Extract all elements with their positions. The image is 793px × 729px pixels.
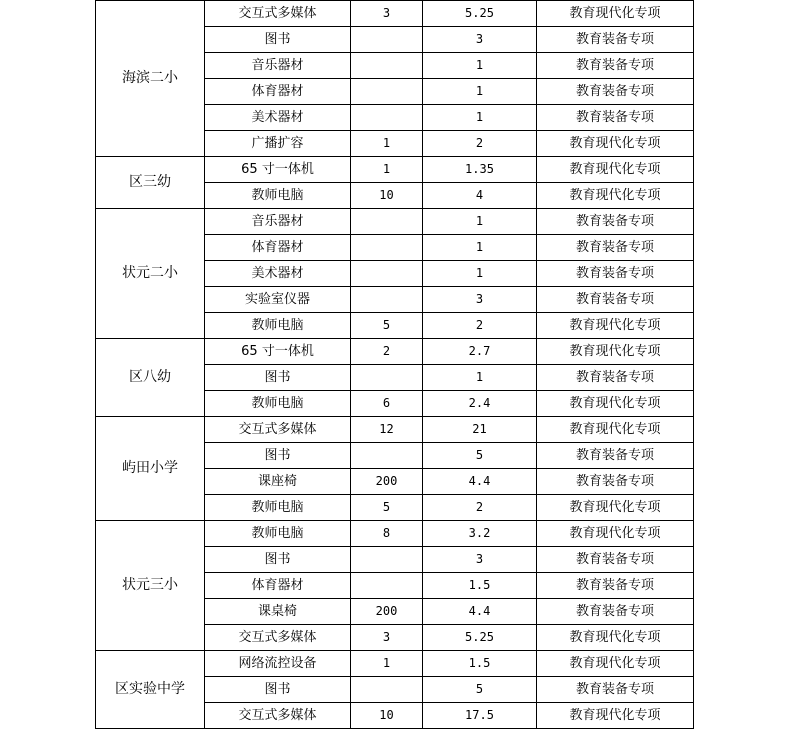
table-row (96, 209, 694, 235)
item-name-cell: 图书 (205, 27, 351, 53)
amount-cell: 21 (423, 417, 537, 443)
funding-source-cell: 教育现代化专项 (537, 625, 694, 651)
quantity-cell: 1 (351, 131, 423, 157)
funding-source-cell: 教育装备专项 (537, 209, 694, 235)
item-name-cell: 图书 (205, 547, 351, 573)
quantity-cell (351, 209, 423, 235)
quantity-cell: 1 (351, 157, 423, 183)
quantity-cell (351, 79, 423, 105)
table-row (96, 651, 694, 677)
item-name-cell: 交互式多媒体 (205, 1, 351, 27)
funding-source-cell: 教育现代化专项 (537, 703, 694, 729)
item-name-cell: 65 寸一体机 (205, 157, 351, 183)
funding-source-cell: 教育装备专项 (537, 53, 694, 79)
item-name-cell: 交互式多媒体 (205, 417, 351, 443)
funding-source-cell: 教育装备专项 (537, 573, 694, 599)
funding-source-cell: 教育现代化专项 (537, 157, 694, 183)
item-name-cell: 教师电脑 (205, 391, 351, 417)
table-row (96, 157, 694, 183)
amount-cell: 1 (423, 105, 537, 131)
quantity-cell (351, 261, 423, 287)
amount-cell: 3.2 (423, 521, 537, 547)
funding-source-cell: 教育装备专项 (537, 261, 694, 287)
table-row (96, 521, 694, 547)
item-name-cell: 美术器材 (205, 105, 351, 131)
quantity-cell: 12 (351, 417, 423, 443)
quantity-cell (351, 547, 423, 573)
item-name-cell: 65 寸一体机 (205, 339, 351, 365)
item-name-cell: 课座椅 (205, 469, 351, 495)
funding-source-cell: 教育装备专项 (537, 599, 694, 625)
quantity-cell: 3 (351, 1, 423, 27)
amount-cell: 1.5 (423, 651, 537, 677)
school-name-cell: 海滨二小 (96, 1, 205, 157)
amount-cell: 3 (423, 27, 537, 53)
quantity-cell: 10 (351, 703, 423, 729)
amount-cell: 1 (423, 53, 537, 79)
quantity-cell: 1 (351, 651, 423, 677)
quantity-cell (351, 287, 423, 313)
amount-cell: 2 (423, 495, 537, 521)
item-name-cell: 实验室仪器 (205, 287, 351, 313)
amount-cell: 5 (423, 677, 537, 703)
quantity-cell: 5 (351, 313, 423, 339)
item-name-cell: 教师电脑 (205, 495, 351, 521)
amount-cell: 5 (423, 443, 537, 469)
funding-source-cell: 教育装备专项 (537, 365, 694, 391)
funding-source-cell: 教育装备专项 (537, 443, 694, 469)
item-name-cell: 美术器材 (205, 261, 351, 287)
quantity-cell: 6 (351, 391, 423, 417)
quantity-cell: 10 (351, 183, 423, 209)
amount-cell: 5.25 (423, 625, 537, 651)
item-name-cell: 教师电脑 (205, 313, 351, 339)
funding-source-cell: 教育现代化专项 (537, 183, 694, 209)
quantity-cell (351, 573, 423, 599)
amount-cell: 1 (423, 235, 537, 261)
funding-source-cell: 教育装备专项 (537, 27, 694, 53)
item-name-cell: 教师电脑 (205, 183, 351, 209)
funding-source-cell: 教育装备专项 (537, 469, 694, 495)
amount-cell: 4.4 (423, 599, 537, 625)
amount-cell: 1 (423, 261, 537, 287)
school-name-cell: 状元二小 (96, 209, 205, 339)
table-row (96, 339, 694, 365)
quantity-cell (351, 443, 423, 469)
amount-cell: 2 (423, 313, 537, 339)
funding-source-cell: 教育现代化专项 (537, 417, 694, 443)
quantity-cell: 3 (351, 625, 423, 651)
funding-source-cell: 教育现代化专项 (537, 339, 694, 365)
item-name-cell: 网络流控设备 (205, 651, 351, 677)
funding-source-cell: 教育现代化专项 (537, 521, 694, 547)
item-name-cell: 音乐器材 (205, 209, 351, 235)
table-row (96, 1, 694, 27)
funding-source-cell: 教育现代化专项 (537, 313, 694, 339)
quantity-cell (351, 53, 423, 79)
quantity-cell: 200 (351, 469, 423, 495)
school-name-cell: 区八幼 (96, 339, 205, 417)
amount-cell: 5.25 (423, 1, 537, 27)
quantity-cell (351, 235, 423, 261)
school-name-cell: 区三幼 (96, 157, 205, 209)
quantity-cell: 2 (351, 339, 423, 365)
item-name-cell: 体育器材 (205, 573, 351, 599)
item-name-cell: 图书 (205, 443, 351, 469)
quantity-cell: 200 (351, 599, 423, 625)
amount-cell: 17.5 (423, 703, 537, 729)
item-name-cell: 音乐器材 (205, 53, 351, 79)
amount-cell: 3 (423, 547, 537, 573)
funding-source-cell: 教育装备专项 (537, 79, 694, 105)
amount-cell: 1.5 (423, 573, 537, 599)
funding-source-cell: 教育装备专项 (537, 287, 694, 313)
school-name-cell: 屿田小学 (96, 417, 205, 521)
quantity-cell (351, 27, 423, 53)
amount-cell: 2 (423, 131, 537, 157)
item-name-cell: 体育器材 (205, 235, 351, 261)
quantity-cell: 5 (351, 495, 423, 521)
quantity-cell (351, 105, 423, 131)
funding-source-cell: 教育装备专项 (537, 105, 694, 131)
quantity-cell (351, 677, 423, 703)
amount-cell: 1 (423, 79, 537, 105)
amount-cell: 1 (423, 209, 537, 235)
funding-source-cell: 教育现代化专项 (537, 391, 694, 417)
quantity-cell (351, 365, 423, 391)
equipment-table (95, 0, 694, 729)
funding-source-cell: 教育装备专项 (537, 235, 694, 261)
quantity-cell: 8 (351, 521, 423, 547)
item-name-cell: 课桌椅 (205, 599, 351, 625)
funding-source-cell: 教育装备专项 (537, 547, 694, 573)
item-name-cell: 图书 (205, 677, 351, 703)
amount-cell: 1.35 (423, 157, 537, 183)
amount-cell: 4.4 (423, 469, 537, 495)
funding-source-cell: 教育现代化专项 (537, 651, 694, 677)
funding-source-cell: 教育现代化专项 (537, 495, 694, 521)
table-row (96, 417, 694, 443)
item-name-cell: 广播扩容 (205, 131, 351, 157)
funding-source-cell: 教育现代化专项 (537, 1, 694, 27)
amount-cell: 2.7 (423, 339, 537, 365)
table-body (96, 1, 694, 729)
item-name-cell: 交互式多媒体 (205, 703, 351, 729)
amount-cell: 1 (423, 365, 537, 391)
amount-cell: 3 (423, 287, 537, 313)
item-name-cell: 体育器材 (205, 79, 351, 105)
item-name-cell: 交互式多媒体 (205, 625, 351, 651)
funding-source-cell: 教育现代化专项 (537, 131, 694, 157)
item-name-cell: 教师电脑 (205, 521, 351, 547)
amount-cell: 2.4 (423, 391, 537, 417)
item-name-cell: 图书 (205, 365, 351, 391)
school-name-cell: 状元三小 (96, 521, 205, 651)
amount-cell: 4 (423, 183, 537, 209)
school-name-cell: 区实验中学 (96, 651, 205, 729)
funding-source-cell: 教育装备专项 (537, 677, 694, 703)
